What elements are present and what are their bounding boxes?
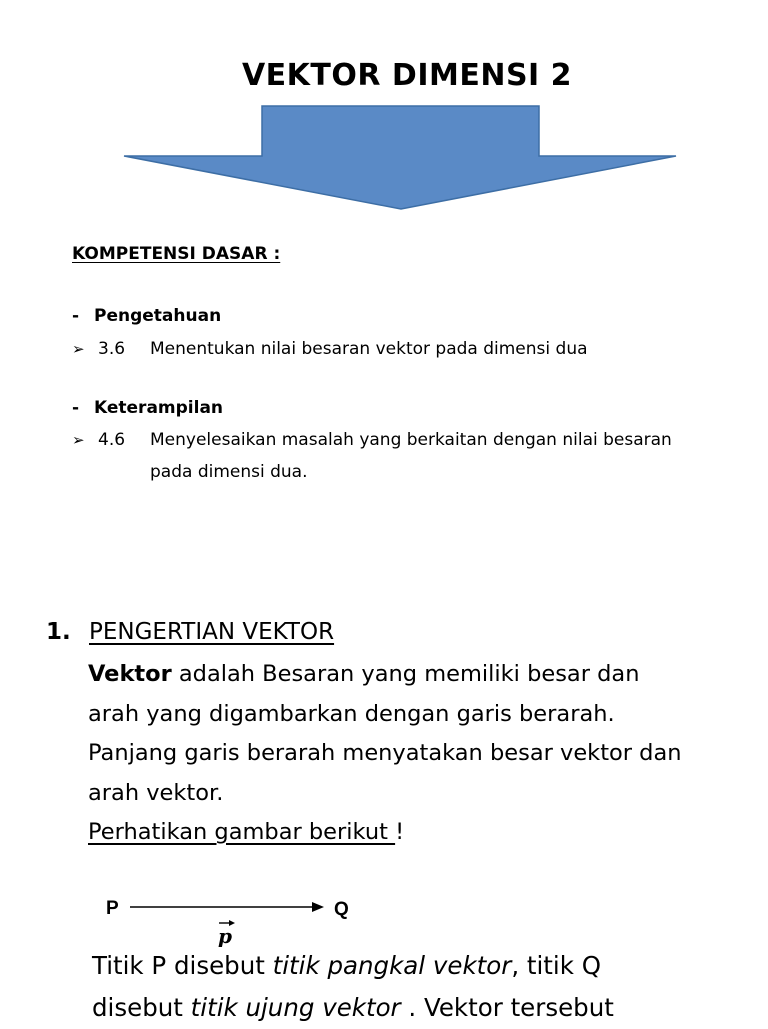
arrow-bullet-icon: ➢ [72, 431, 85, 449]
competency-item-4-6 [72, 425, 672, 456]
page-title: VEKTOR DIMENSI 2 [241, 58, 573, 93]
item-number: 4.6 [98, 430, 126, 450]
vector-arrowhead [312, 902, 324, 912]
down-arrow-icon [120, 104, 682, 214]
paragraph-line: arah vektor. [88, 779, 224, 806]
paragraph-line: arah yang digambarkan dengan garis berarah. [88, 700, 615, 727]
paragraph-line: Panjang garis berarah menyatakan besar vektor dan [88, 740, 682, 766]
paragraph-line [88, 813, 748, 853]
chapter-number: 1. [46, 619, 71, 645]
competency-item-4-6-continued: pada dimensi dua. [150, 462, 308, 482]
section-pengetahuan-heading [72, 306, 221, 326]
section-heading-text: Keterampilan [94, 398, 224, 418]
section-keterampilan-heading [72, 398, 223, 418]
underlined-instruction: Perhatikan gambar berikut [88, 819, 396, 845]
italic-term: titik pangkal vektor [272, 951, 512, 980]
point-p-label: P [106, 898, 119, 919]
item-text: Menyelesaikan masalah yang berkaitan dengan nilai besaran [150, 430, 672, 450]
exclamation: ! [395, 819, 405, 845]
vector-name: p [218, 924, 232, 948]
line-text: adalah Besaran yang memiliki besar dan [171, 661, 640, 687]
text: Titik P disebut [92, 951, 273, 980]
definition-paragraph [88, 655, 748, 853]
arrow-bullet-icon: ➢ [72, 340, 85, 358]
item-text: Menentukan nilai besaran vektor pada dimensi dua [150, 339, 588, 359]
explanation-line [92, 987, 752, 1029]
explanation-line [92, 945, 752, 987]
vector-explanation [92, 945, 752, 1029]
chapter-title: PENGERTIAN VEKTOR [89, 619, 335, 645]
bold-term: Vektor [88, 661, 172, 687]
text: disebut [92, 993, 191, 1022]
vector-diagram [100, 890, 370, 950]
kompetensi-heading: KOMPETENSI DASAR : [72, 244, 281, 264]
section-heading-text: Pengetahuan [94, 306, 222, 326]
text: , titik Q [511, 951, 601, 980]
point-q-label: Q [334, 899, 349, 920]
paragraph-line [88, 655, 748, 695]
down-arrow-shape [124, 106, 676, 209]
chapter-heading [46, 619, 334, 645]
dash: - [72, 398, 80, 418]
item-number: 3.6 [98, 339, 126, 359]
competency-item-3-6 [72, 334, 588, 365]
dash: - [72, 306, 80, 326]
italic-term: titik ujung vektor [190, 993, 401, 1022]
text: . Vektor tersebut [400, 993, 614, 1022]
